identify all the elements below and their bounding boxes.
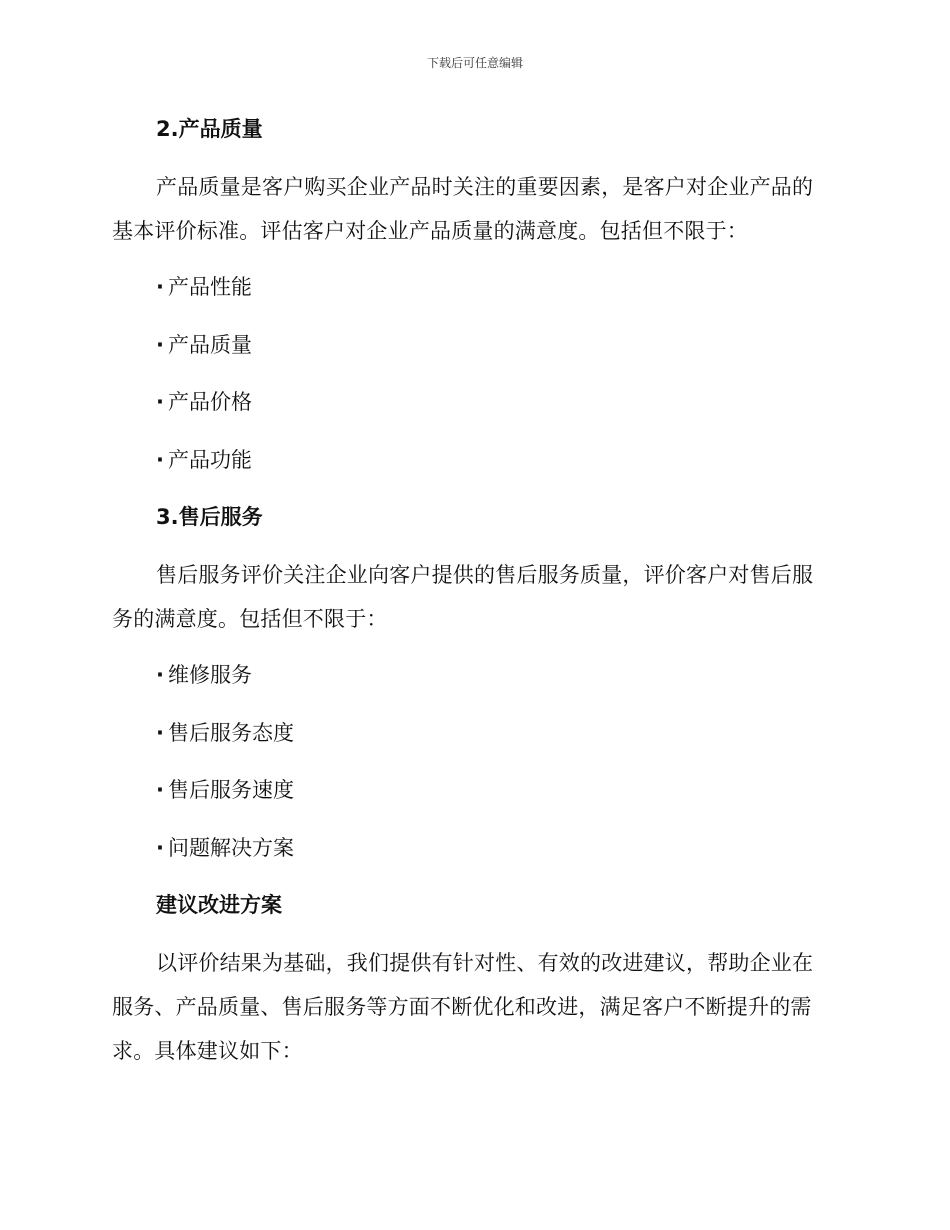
list-item: [156, 712, 832, 754]
bullet-list-product-quality: [112, 266, 832, 481]
list-item-label: 产品性能: [168, 275, 252, 299]
bullet-dot-icon: ·: [156, 275, 164, 299]
list-item-label: 售后服务态度: [168, 720, 294, 745]
bullet-dot-icon: ·: [156, 720, 164, 745]
bullet-dot-icon: ·: [156, 332, 164, 357]
list-item: [156, 654, 832, 696]
list-item: [156, 381, 832, 423]
section-heading-product-quality: 2.产品质量: [156, 117, 263, 141]
list-item: [156, 266, 832, 308]
bullet-dot-icon: ·: [156, 835, 164, 860]
list-item: [156, 769, 832, 811]
list-item: [156, 827, 832, 869]
list-item-label: 问题解决方案: [168, 835, 294, 860]
list-item-label: 产品价格: [168, 390, 252, 414]
section-heading-improvement: 建议改进方案: [156, 893, 282, 917]
bullet-dot-icon: ·: [156, 663, 164, 687]
list-item-label: 维修服务: [168, 663, 252, 687]
list-item: [156, 324, 832, 366]
bullet-list-after-sales: [112, 654, 832, 869]
document-body: [112, 108, 832, 1086]
bullet-dot-icon: ·: [156, 390, 164, 414]
section-heading-after-sales: 3.售后服务: [156, 505, 263, 529]
list-item-label: 售后服务速度: [168, 778, 294, 802]
list-item-label: 产品功能: [168, 447, 252, 472]
header-note: 下载后可任意编辑: [426, 56, 523, 70]
list-item: [156, 439, 832, 481]
bullet-dot-icon: ·: [156, 447, 164, 472]
section-paragraph-improvement: 以评价结果为基础，我们提供有针对性、有效的改进建议，帮助企业在服务、产品质量、售后服务等方面不断优化和改进，满足客户不断提升的需求。具体建议如下：: [112, 951, 814, 1063]
bullet-dot-icon: ·: [156, 778, 164, 802]
section-paragraph-after-sales: 售后服务评价关注企业向客户提供的售后服务质量，评价客户对售后服务的满意度。包括但不限于：: [112, 563, 814, 631]
section-paragraph-product-quality: 产品质量是客户购买企业产品时关注的重要因素，是客户对企业产品的基本评价标准。评估客户对企业产品质量的满意度。包括但不限于：: [112, 175, 814, 243]
list-item-label: 产品质量: [168, 332, 252, 357]
